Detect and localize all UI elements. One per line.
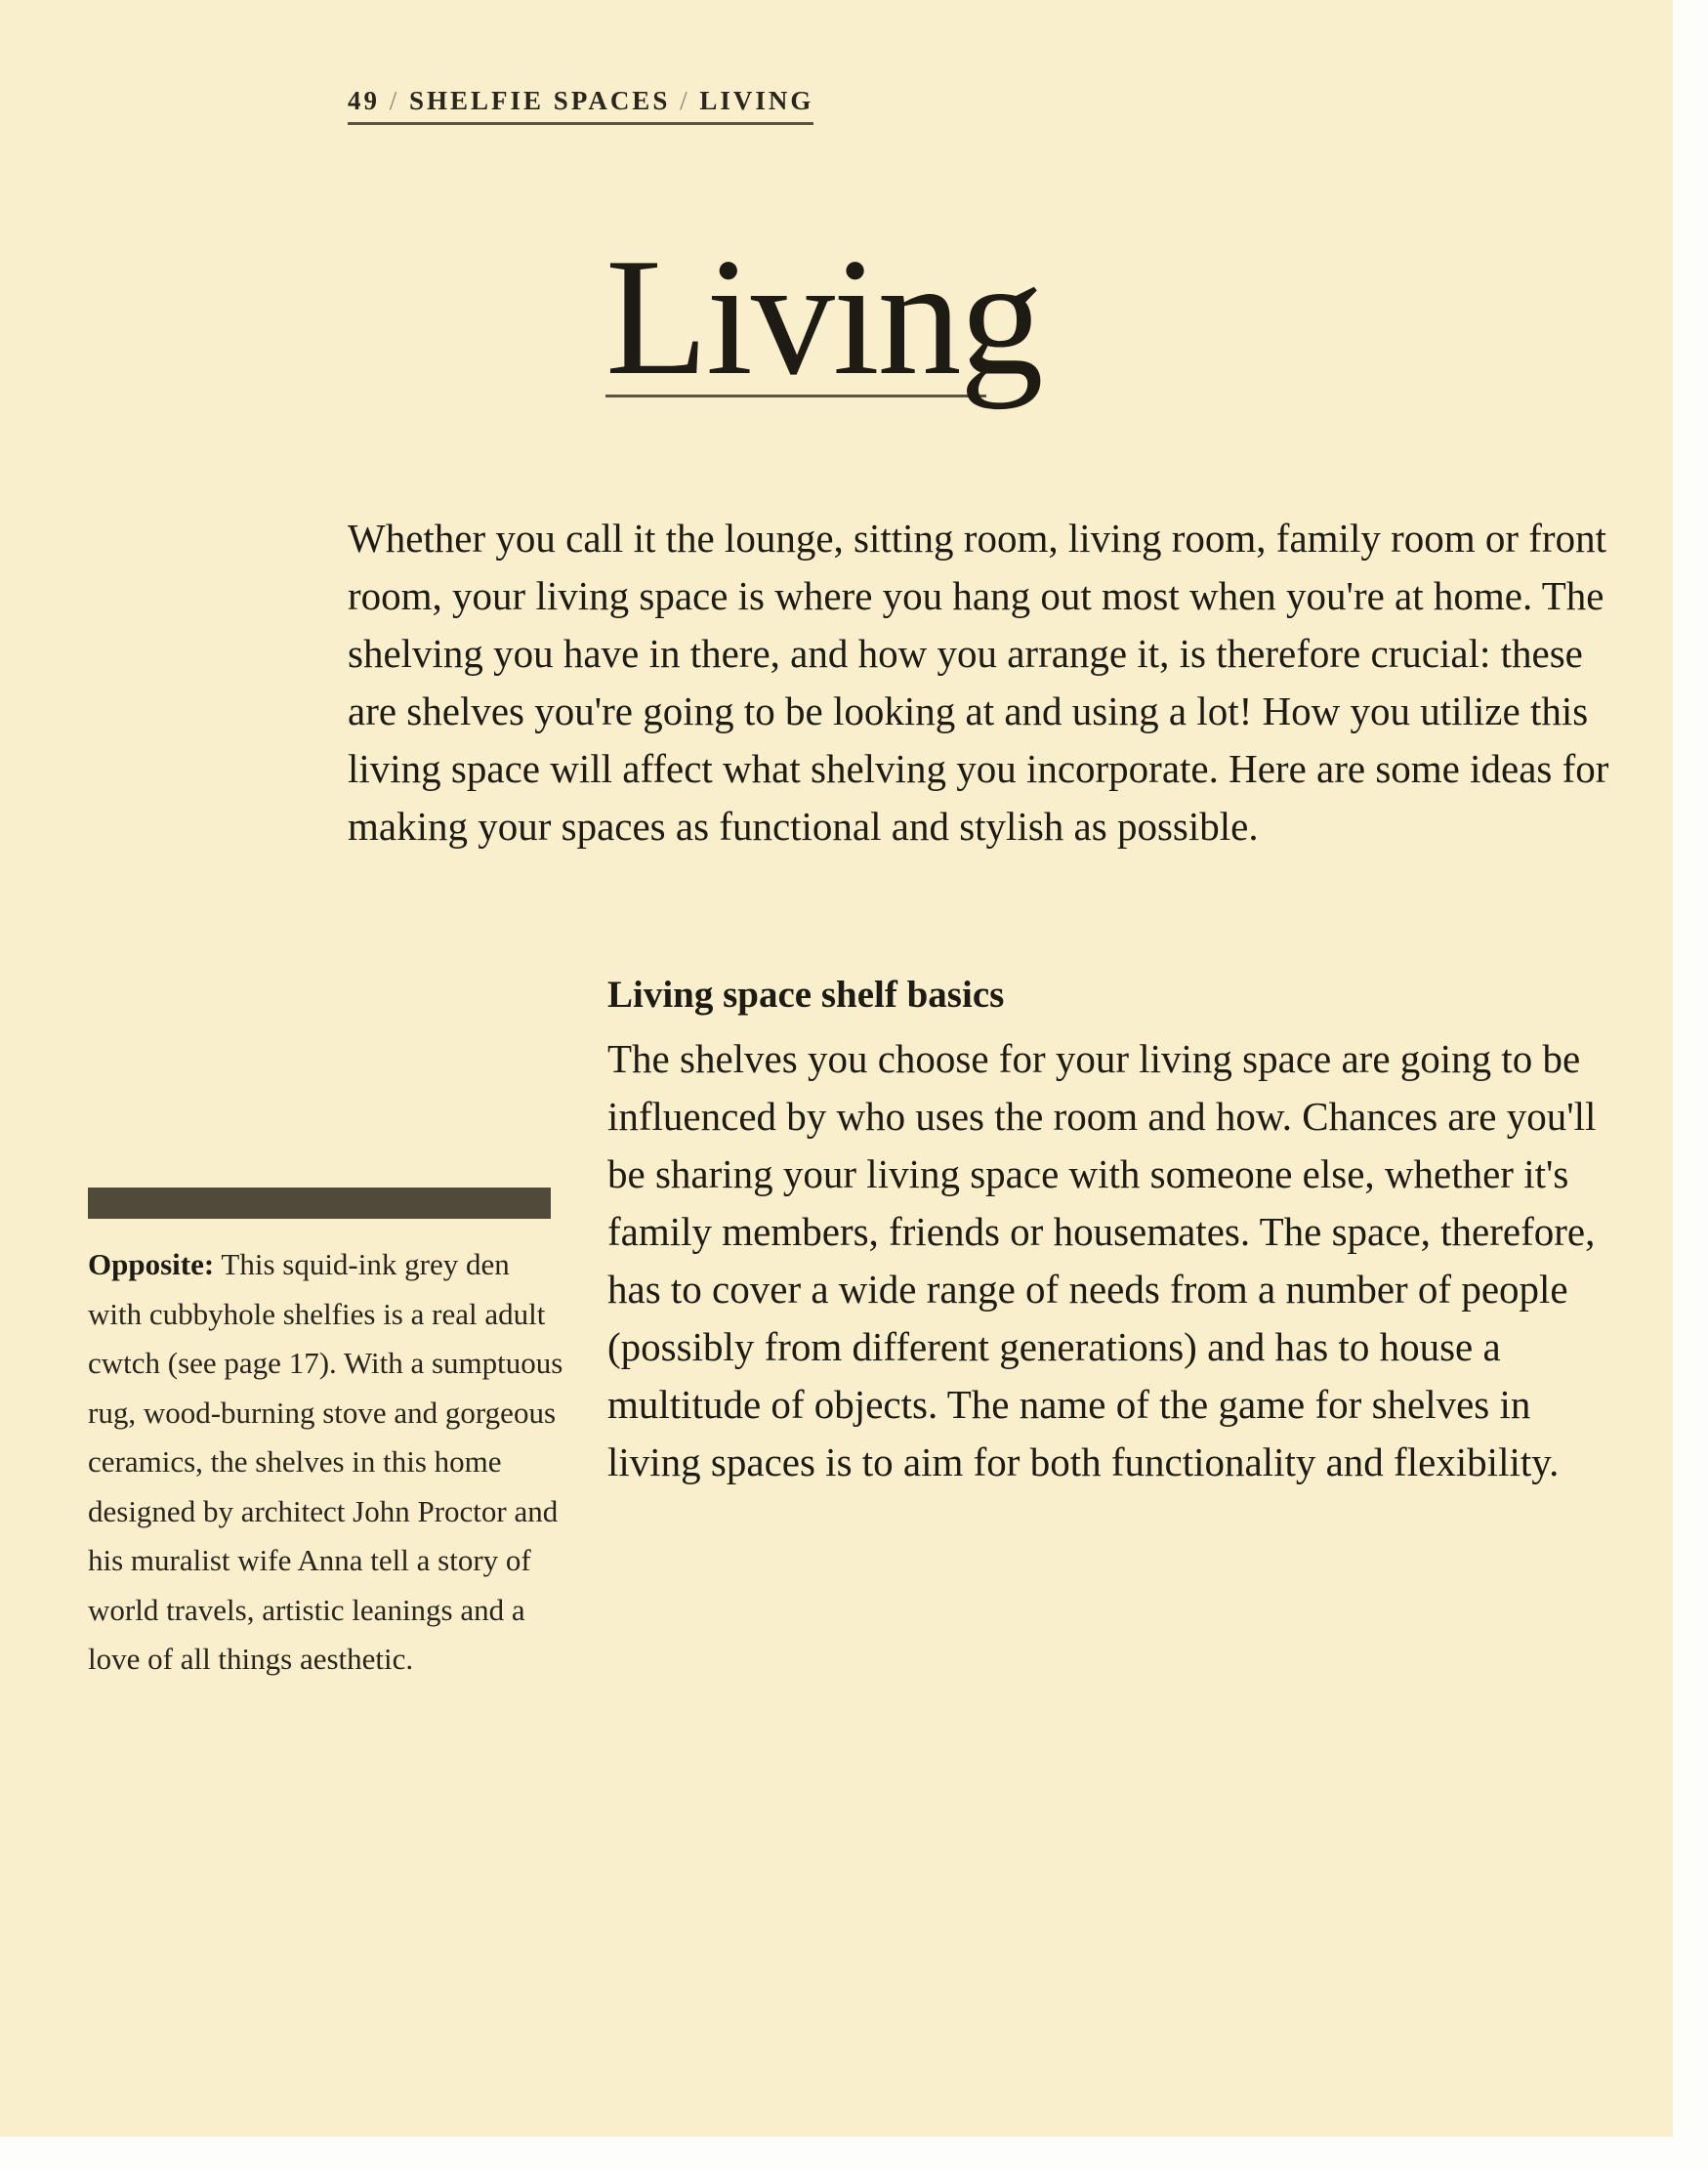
page-number: 49 bbox=[348, 86, 380, 115]
subsection-name: LIVING bbox=[699, 86, 814, 115]
caption-label: Opposite: bbox=[88, 1247, 215, 1281]
photo-caption bbox=[88, 1240, 566, 1685]
section-name: SHELFIE SPACES bbox=[409, 86, 671, 115]
section-body: The shelves you choose for your living space are going to be influenced by who uses the room and how. Chances are you'll be sharing your living space with someone else, whether it's family members, friends or housemates. The space, therefore, has to cover a wide range of needs from a number of people (possibly from different generations) and has to house a multitude of objects. The name of the game for shelves in living spaces is to aim for both functionality and flexibility. bbox=[607, 1036, 1597, 1484]
page-title: Living bbox=[605, 225, 1042, 410]
caption-divider-bar bbox=[88, 1188, 551, 1219]
section-heading: Living space shelf basics bbox=[607, 974, 1005, 1016]
running-header: 49 / SHELFIE SPACES / LIVING bbox=[348, 86, 813, 125]
intro-paragraph: Whether you call it the lounge, sitting room, living room, family room or front room, your living space is where you hang out most when you're at home. The shelving you have in there, and how you arrange it, is therefore crucial: these are shelves you're going to be looking at and using a lot! How you utilize this living space will affect what shelving you incorporate. Here are some ideas for making your spaces as functional and stylish as possible. bbox=[348, 516, 1609, 849]
caption-text: This squid-ink grey den with cubbyhole shelfies is a real adult cwtch (see page 17). With a sumptuous rug, wood-burning stove and gorgeous ceramics, the shelves in this home designed by architect John Proctor and his muralist wife Anna tell a story of world travels, artistic leanings and a love of all things aesthetic. bbox=[88, 1247, 563, 1676]
